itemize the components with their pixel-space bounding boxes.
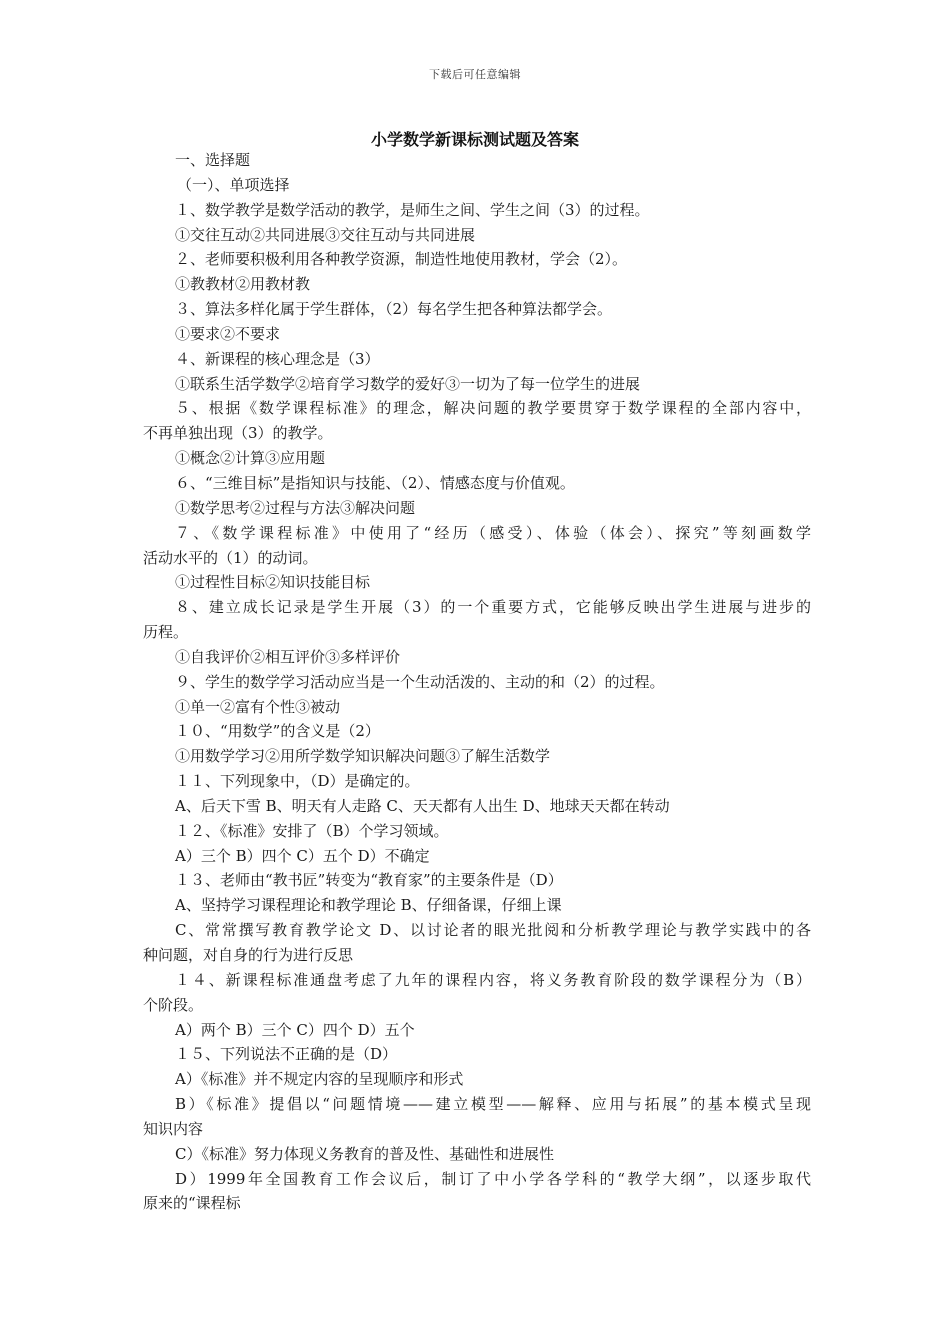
text-line: ８、建立成长记录是学生开展（3）的一个重要方式，它能够反映出学生进展与进步的 xyxy=(175,598,811,617)
text-line: A）三个 B）四个 C）五个 D）不确定 xyxy=(175,846,430,865)
header-note: 下载后可任意编辑 xyxy=(429,68,521,81)
text-line: ①要求②不要求 xyxy=(175,324,281,343)
text-line: B）《标准》提倡以“问题情境——建立模型——解释、应用与拓展”的基本模式呈现 xyxy=(175,1095,811,1114)
text-line: １０、“用数学”的含义是（2） xyxy=(175,722,380,741)
text-line: １２、《标准》安排了（B）个学习领域。 xyxy=(175,821,449,840)
text-line: 历程。 xyxy=(143,623,189,642)
text-line: ５、根据《数学课程标准》的理念，解决问题的教学要贯穿于数学课程的全部内容中， xyxy=(175,399,811,418)
text-line: ①教教材②用教材教 xyxy=(175,275,311,294)
text-line: 一、选择题 xyxy=(175,151,251,169)
text-line: ４、新课程的核心理念是（3） xyxy=(175,349,380,368)
text-line: ①用数学学习②用所学数学知识解决问题③了解生活数学 xyxy=(175,747,551,766)
text-line: ①自我评价②相互评价③多样评价 xyxy=(175,647,401,666)
text-line: ①过程性目标②知识技能目标 xyxy=(175,573,371,592)
text-line: A）两个 B）三个 C）四个 D）五个 xyxy=(175,1020,415,1039)
text-line: C、常常撰写教育教学论文 D、以讨论者的眼光批阅和分析教学理论与教学实践中的各 xyxy=(175,921,811,940)
text-line: ①联系生活学数学②培育学习数学的爱好③一切为了每一位学生的进展 xyxy=(175,374,641,393)
text-line: ①数学思考②过程与方法③解决问题 xyxy=(175,498,416,517)
text-line: 个阶段。 xyxy=(143,995,204,1014)
text-line: 不再单独出现（3）的教学。 xyxy=(143,424,333,443)
text-line: １３、老师由“教书匠”转变为“教育家”的主要条件是（D） xyxy=(175,871,563,890)
text-line: ３、算法多样化属于学生群体，（2）每名学生把各种算法都学会。 xyxy=(175,300,613,319)
text-line: （一）、单项选择 xyxy=(177,175,290,194)
text-line: D）1999年全国教育工作会议后，制订了中小学各学科的“教学大纲”，以逐步取代 xyxy=(175,1169,811,1188)
text-line: １、数学教学是数学活动的教学，是师生之间、学生之间（3）的过程。 xyxy=(175,200,650,219)
text-line: ９、学生的数学学习活动应当是一个生动活泼的、主动的和（2）的过程。 xyxy=(175,672,665,691)
text-line: １５、下列说法不正确的是（D） xyxy=(175,1045,398,1064)
text-line: ①交往互动②共同进展③交往互动与共同进展 xyxy=(175,225,476,244)
text-line: ①单一②富有个性③被动 xyxy=(175,697,341,716)
text-line: ７、《数学课程标准》中使用了“经历（感受）、体验（体会）、探究”等刻画数学 xyxy=(175,523,811,542)
text-line: １１、下列现象中，（D）是确定的。 xyxy=(175,772,420,791)
text-line: C）《标准》努力体现义务教育的普及性、基础性和进展性 xyxy=(175,1144,554,1163)
text-line: A）《标准》并不规定内容的呈现顺序和形式 xyxy=(175,1070,464,1089)
text-line: A、后天下雪 B、明天有人走路 C、天天都有人出生 D、地球天天都在转动 xyxy=(175,796,670,815)
text-line: 知识内容 xyxy=(143,1119,204,1138)
text-line: ２、老师要积极利用各种教学资源，制造性地使用教材，学会（2）。 xyxy=(175,250,628,269)
document-title: 小学数学新课标测试题及答案 xyxy=(370,130,579,149)
text-line: ６、“三维目标”是指知识与技能、（2）、情感态度与价值观。 xyxy=(175,473,575,492)
text-line: 种问题，对自身的行为进行反思 xyxy=(143,946,354,964)
text-line: 活动水平的（1）的动词。 xyxy=(143,548,318,567)
document-body xyxy=(143,148,811,1216)
text-line: １４、新课程标准通盘考虑了九年的课程内容，将义务教育阶段的数学课程分为（B） xyxy=(175,970,811,989)
text-line: ①概念②计算③应用题 xyxy=(175,449,326,468)
text-line: 原来的“课程标 xyxy=(143,1194,241,1213)
text-line: A、坚持学习课程理论和教学理论 B、仔细备课，仔细上课 xyxy=(175,896,562,915)
